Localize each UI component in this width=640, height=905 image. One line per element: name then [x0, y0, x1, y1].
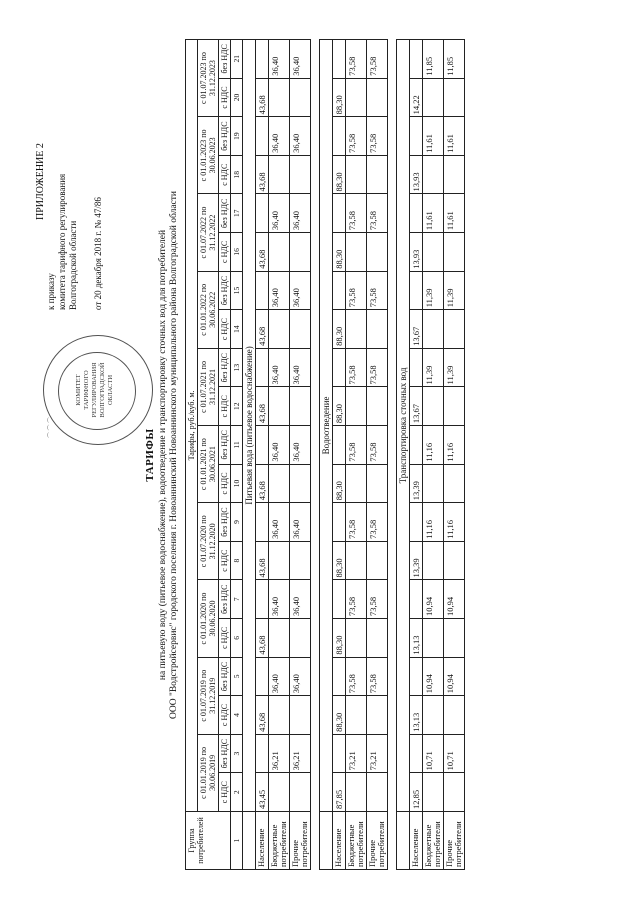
section-title: Питьевая вода (питьевое водоснабжение) — [243, 39, 256, 811]
tariff-value-cell — [367, 696, 388, 735]
tariff-value-cell — [333, 657, 346, 696]
consumer-group-cell: Бюджетные потребители — [269, 812, 290, 870]
novat-header: без НДС — [219, 503, 231, 542]
section-gap — [311, 39, 320, 869]
tariff-value-cell — [410, 580, 423, 619]
tariff-value-cell — [346, 773, 367, 812]
novat-header: без НДС — [219, 39, 231, 78]
tariff-value-cell — [444, 541, 465, 580]
tariff-value-cell — [333, 194, 346, 233]
tariff-value-cell: 36,40 — [290, 503, 311, 542]
tariff-value-cell: 36,40 — [269, 194, 290, 233]
tariff-value-cell — [346, 155, 367, 194]
tariff-value-cell: 11,85 — [423, 39, 444, 78]
tariff-value-cell: 11,85 — [444, 39, 465, 78]
tariff-value-cell: 73,58 — [346, 39, 367, 78]
tariff-value-cell — [367, 541, 388, 580]
tariff-value-cell: 36,40 — [290, 426, 311, 465]
appendix-line-2: комитета тарифного регулирования — [57, 173, 67, 310]
appendix-label: ПРИЛОЖЕНИЕ 2 — [35, 143, 46, 220]
consumer-group-cell: Прочие потребители — [444, 812, 465, 870]
tariff-value-cell — [269, 773, 290, 812]
tariff-value-cell: 36,40 — [269, 657, 290, 696]
table-row — [346, 39, 367, 869]
tariff-value-cell — [423, 773, 444, 812]
period-header: с 01.01.2020 по 30.06.2020 — [198, 580, 219, 657]
official-seal — [43, 335, 153, 445]
section-row — [243, 39, 256, 869]
seal-inner-text: КОМИТЕТ ТАРИФНОГО РЕГУЛИРОВАНИЯ ВОЛГОГРАДСКОЙ ОБЛАСТИ — [75, 362, 114, 418]
tariff-value-cell: 10,71 — [423, 734, 444, 773]
section-title: Транспортировка сточных вод — [397, 39, 410, 811]
group-header: Группа потребителей — [186, 812, 231, 870]
appendix-header — [35, 45, 104, 310]
tariff-value-cell — [423, 155, 444, 194]
tariff-value-cell: 73,21 — [367, 734, 388, 773]
tariff-value-cell — [290, 773, 311, 812]
tariff-value-cell: 43,68 — [256, 78, 269, 117]
tariff-value-cell — [444, 696, 465, 735]
column-number: 8 — [231, 541, 243, 580]
tariff-value-cell: 73,21 — [346, 734, 367, 773]
tariff-value-cell — [290, 464, 311, 503]
tariff-value-cell: 11,16 — [444, 426, 465, 465]
tariff-value-cell: 11,61 — [444, 194, 465, 233]
tariff-value-cell: 10,94 — [423, 657, 444, 696]
tariff-value-cell: 88,30 — [333, 541, 346, 580]
tariff-value-cell — [256, 580, 269, 619]
document-title-block — [145, 40, 180, 870]
vat-header: с НДС — [219, 464, 231, 503]
tariff-value-cell — [367, 464, 388, 503]
column-number: 2 — [231, 773, 243, 812]
tariff-value-cell — [333, 271, 346, 310]
tariff-value-cell: 13,39 — [410, 541, 423, 580]
tariff-value-cell — [444, 78, 465, 117]
tariff-value-cell — [290, 78, 311, 117]
header-row-1 — [186, 39, 198, 869]
tariff-value-cell: 73,58 — [346, 194, 367, 233]
section-row — [397, 39, 410, 869]
tariff-value-cell — [346, 387, 367, 426]
column-number: 18 — [231, 155, 243, 194]
tariff-value-cell — [367, 619, 388, 658]
tariff-value-cell — [410, 117, 423, 156]
tariff-value-cell — [423, 310, 444, 349]
tariff-value-cell — [410, 657, 423, 696]
period-header: с 01.07.2022 по 31.12.2022 — [198, 194, 219, 271]
tariff-value-cell — [423, 78, 444, 117]
tariff-value-cell — [410, 426, 423, 465]
column-number: 1 — [231, 812, 243, 870]
column-number: 21 — [231, 39, 243, 78]
tariff-value-cell — [410, 348, 423, 387]
tariff-value-cell — [444, 233, 465, 272]
column-number: 16 — [231, 233, 243, 272]
tariff-value-cell — [346, 233, 367, 272]
gap-cell — [311, 39, 320, 869]
tariff-value-cell: 73,58 — [367, 426, 388, 465]
tariff-value-cell: 43,68 — [256, 310, 269, 349]
tariff-value-cell — [333, 503, 346, 542]
table-row — [290, 39, 311, 869]
tariff-value-cell: 13,13 — [410, 696, 423, 735]
gap-cell — [388, 39, 397, 869]
novat-header: без НДС — [219, 194, 231, 233]
tariff-value-cell: 88,30 — [333, 464, 346, 503]
tariff-value-cell — [423, 541, 444, 580]
header-row-vat — [219, 39, 231, 869]
table-row — [256, 39, 269, 869]
tariff-value-cell: 36,21 — [290, 734, 311, 773]
column-number: 5 — [231, 657, 243, 696]
vat-header: с НДС — [219, 773, 231, 812]
tariff-value-cell: 36,40 — [290, 348, 311, 387]
tariff-value-cell: 73,58 — [367, 657, 388, 696]
table-row — [367, 39, 388, 869]
tariff-value-cell: 10,94 — [423, 580, 444, 619]
tariff-value-cell — [423, 696, 444, 735]
vat-header: с НДС — [219, 387, 231, 426]
column-number: 20 — [231, 78, 243, 117]
tariff-value-cell: 73,58 — [346, 657, 367, 696]
novat-header: без НДС — [219, 348, 231, 387]
tariff-value-cell — [333, 734, 346, 773]
tariff-value-cell: 43,68 — [256, 696, 269, 735]
tariff-value-cell: 73,58 — [346, 580, 367, 619]
tariff-value-cell — [346, 541, 367, 580]
tariff-value-cell — [269, 696, 290, 735]
tariff-value-cell — [346, 464, 367, 503]
tariff-value-cell: 11,16 — [423, 503, 444, 542]
column-number: 7 — [231, 580, 243, 619]
table-row — [333, 39, 346, 869]
column-number: 9 — [231, 503, 243, 542]
document-subtitle-1: на питьевую воду (питьевое водоснабжение), водоотведение и транспортировку сточных вод для потребителей — [158, 229, 168, 681]
tariff-value-cell: 43,68 — [256, 155, 269, 194]
tariff-value-cell — [269, 464, 290, 503]
tariff-value-cell: 73,58 — [367, 348, 388, 387]
tariff-value-cell: 11,39 — [423, 348, 444, 387]
tariff-value-cell: 11,39 — [444, 271, 465, 310]
tariff-value-cell — [256, 657, 269, 696]
tariff-value-cell: 43,45 — [256, 773, 269, 812]
tariff-value-cell — [269, 619, 290, 658]
appendix-line-1: к приказу — [46, 273, 56, 310]
tariff-value-cell — [423, 387, 444, 426]
tariff-value-cell — [256, 503, 269, 542]
tariff-value-cell: 11,39 — [444, 348, 465, 387]
table-row — [423, 39, 444, 869]
tariff-value-cell: 10,94 — [444, 580, 465, 619]
tariff-value-cell — [367, 773, 388, 812]
tariff-value-cell: 11,16 — [423, 426, 444, 465]
tariff-value-cell: 88,30 — [333, 619, 346, 658]
vat-header: с НДС — [219, 619, 231, 658]
tariff-value-cell — [269, 78, 290, 117]
period-header: с 01.07.2021 по 31.12.2021 — [198, 348, 219, 425]
tariff-value-cell: 11,16 — [444, 503, 465, 542]
tariff-value-cell: 87,85 — [333, 773, 346, 812]
consumer-group-cell: Население — [256, 812, 269, 870]
consumer-group-cell: Население — [410, 812, 423, 870]
column-number: 3 — [231, 734, 243, 773]
table-row — [410, 39, 423, 869]
vat-header: с НДС — [219, 310, 231, 349]
vat-header: с НДС — [219, 155, 231, 194]
tariff-value-cell — [290, 155, 311, 194]
tariff-value-cell: 36,40 — [290, 657, 311, 696]
tariff-value-cell — [333, 348, 346, 387]
tariff-value-cell — [444, 619, 465, 658]
novat-header: без НДС — [219, 657, 231, 696]
tariff-table — [185, 39, 465, 870]
tariff-value-cell: 88,30 — [333, 78, 346, 117]
tariff-value-cell — [444, 387, 465, 426]
tariff-value-cell — [410, 271, 423, 310]
tariff-value-cell — [346, 78, 367, 117]
consumer-group-cell: Прочие потребители — [367, 812, 388, 870]
vat-header: с НДС — [219, 233, 231, 272]
tariff-value-cell — [423, 233, 444, 272]
tariff-value-cell: 36,21 — [269, 734, 290, 773]
column-number: 19 — [231, 117, 243, 156]
section-spacer-cell — [243, 812, 256, 870]
tariff-value-cell — [410, 39, 423, 78]
period-header: с 01.01.2021 по 30.06.2021 — [198, 426, 219, 503]
tariff-value-cell — [367, 78, 388, 117]
period-header: с 01.07.2023 по 31.12.2023 — [198, 39, 219, 116]
tariff-value-cell: 88,30 — [333, 310, 346, 349]
tariff-value-cell — [444, 310, 465, 349]
tariff-value-cell — [256, 348, 269, 387]
tariff-value-cell — [444, 155, 465, 194]
tariff-value-cell: 36,40 — [290, 580, 311, 619]
table-row — [269, 39, 290, 869]
column-number: 10 — [231, 464, 243, 503]
header-row-numbers — [231, 39, 243, 869]
tariff-value-cell — [290, 696, 311, 735]
vat-header: с НДС — [219, 78, 231, 117]
tariff-value-cell: 88,30 — [333, 233, 346, 272]
column-number: 14 — [231, 310, 243, 349]
tariff-value-cell — [290, 233, 311, 272]
tariff-value-cell — [367, 233, 388, 272]
tariff-value-cell — [346, 619, 367, 658]
tariff-value-cell: 73,58 — [346, 503, 367, 542]
tariff-value-cell: 36,40 — [269, 580, 290, 619]
tariff-value-cell: 36,40 — [269, 271, 290, 310]
tariff-value-cell: 36,40 — [290, 39, 311, 78]
tariff-value-cell: 43,68 — [256, 387, 269, 426]
tariff-value-cell — [444, 773, 465, 812]
tariff-value-cell: 13,67 — [410, 310, 423, 349]
consumer-group-cell: Бюджетные потребители — [423, 812, 444, 870]
tariff-value-cell — [367, 155, 388, 194]
tariff-value-cell — [410, 734, 423, 773]
tariff-value-cell: 36,40 — [269, 503, 290, 542]
document-title: ТАРИФЫ — [144, 428, 156, 482]
tariff-header: Тарифы, руб./куб. м. — [186, 39, 198, 811]
tariff-value-cell — [256, 271, 269, 310]
table-row — [444, 39, 465, 869]
tariff-value-cell: 73,58 — [367, 39, 388, 78]
tariff-value-cell — [290, 541, 311, 580]
tariff-value-cell: 73,58 — [346, 271, 367, 310]
seal-inner-circle — [58, 352, 136, 430]
period-header: с 01.07.2019 по 31.12.2019 — [198, 657, 219, 734]
tariff-value-cell — [410, 503, 423, 542]
tariff-value-cell: 73,58 — [367, 117, 388, 156]
section-spacer-cell — [320, 812, 333, 870]
tariff-value-cell: 11,61 — [423, 117, 444, 156]
section-spacer-cell — [397, 812, 410, 870]
tariff-value-cell: 11,61 — [444, 117, 465, 156]
tariff-value-cell — [269, 233, 290, 272]
tariff-value-cell: 11,39 — [423, 271, 444, 310]
period-header: с 01.01.2019 по 30.06.2019 — [198, 734, 219, 811]
tariff-value-cell: 36,40 — [269, 348, 290, 387]
tariff-value-cell: 11,61 — [423, 194, 444, 233]
tariff-value-cell — [269, 541, 290, 580]
tariff-value-cell: 10,71 — [444, 734, 465, 773]
tariff-value-cell — [333, 39, 346, 78]
column-number: 15 — [231, 271, 243, 310]
tariff-value-cell — [256, 734, 269, 773]
tariff-value-cell: 36,40 — [290, 271, 311, 310]
consumer-group-cell: Прочие потребители — [290, 812, 311, 870]
tariff-value-cell: 13,13 — [410, 619, 423, 658]
section-title: Водоотведение — [320, 39, 333, 811]
tariff-value-cell: 88,30 — [333, 387, 346, 426]
consumer-group-cell: Население — [333, 812, 346, 870]
tariff-value-cell: 43,68 — [256, 619, 269, 658]
tariff-value-cell — [256, 39, 269, 78]
column-number: 17 — [231, 194, 243, 233]
novat-header: без НДС — [219, 580, 231, 619]
appendix-line-4: от 20 декабря 2018 г. № 47/86 — [93, 197, 103, 310]
tariff-value-cell: 88,30 — [333, 696, 346, 735]
tariff-value-cell: 36,40 — [290, 194, 311, 233]
tariff-value-cell: 73,58 — [346, 117, 367, 156]
tariff-value-cell: 43,68 — [256, 541, 269, 580]
tariff-value-cell — [269, 387, 290, 426]
tariff-value-cell: 73,58 — [346, 348, 367, 387]
section-gap — [388, 39, 397, 869]
period-header: с 01.01.2023 по 30.06.2023 — [198, 117, 219, 194]
rotated-sheet — [35, 40, 625, 870]
novat-header: без НДС — [219, 734, 231, 773]
tariff-value-cell — [290, 387, 311, 426]
tariff-value-cell — [333, 117, 346, 156]
tariff-value-cell — [269, 155, 290, 194]
tariff-value-cell — [256, 117, 269, 156]
tariff-value-cell: 13,67 — [410, 387, 423, 426]
tariff-value-cell: 88,30 — [333, 155, 346, 194]
tariff-value-cell: 73,58 — [367, 580, 388, 619]
tariff-value-cell — [410, 194, 423, 233]
novat-header: без НДС — [219, 271, 231, 310]
appendix-line-3: Волгоградской области — [68, 220, 78, 310]
tariff-value-cell — [423, 464, 444, 503]
tariff-value-cell: 73,58 — [367, 271, 388, 310]
tariff-value-cell: 43,68 — [256, 464, 269, 503]
tariff-value-cell — [333, 580, 346, 619]
seal-ring-text: ⌒ ⌒ ⌒ — [49, 416, 55, 438]
tariff-value-cell: 36,40 — [269, 39, 290, 78]
tariff-value-cell — [290, 619, 311, 658]
header-row-periods — [198, 39, 219, 869]
tariff-value-cell: 73,58 — [367, 503, 388, 542]
tariff-value-cell — [269, 310, 290, 349]
tariff-value-cell: 10,94 — [444, 657, 465, 696]
tariff-value-cell: 43,68 — [256, 233, 269, 272]
column-number: 13 — [231, 348, 243, 387]
column-number: 4 — [231, 696, 243, 735]
tariff-value-cell — [333, 426, 346, 465]
tariff-value-cell — [290, 310, 311, 349]
tariff-value-cell — [256, 426, 269, 465]
tariff-value-cell — [367, 387, 388, 426]
tariff-value-cell — [423, 619, 444, 658]
tariff-value-cell: 13,93 — [410, 233, 423, 272]
novat-header: без НДС — [219, 117, 231, 156]
novat-header: без НДС — [219, 426, 231, 465]
tariff-value-cell: 13,93 — [410, 155, 423, 194]
tariff-value-cell: 36,40 — [269, 426, 290, 465]
tariff-value-cell — [444, 464, 465, 503]
period-header: с 01.01.2022 по 30.06.2022 — [198, 271, 219, 348]
tariff-value-cell: 73,58 — [367, 194, 388, 233]
tariff-value-cell: 36,40 — [290, 117, 311, 156]
tariff-value-cell: 12,85 — [410, 773, 423, 812]
vat-header: с НДС — [219, 541, 231, 580]
tariff-value-cell: 36,40 — [269, 117, 290, 156]
tariff-value-cell: 13,39 — [410, 464, 423, 503]
tariff-value-cell: 14,22 — [410, 78, 423, 117]
period-header: с 01.07.2020 по 31.12.2020 — [198, 503, 219, 580]
tariff-value-cell — [367, 310, 388, 349]
tariff-value-cell — [346, 310, 367, 349]
tariff-value-cell: 73,58 — [346, 426, 367, 465]
column-number: 11 — [231, 426, 243, 465]
consumer-group-cell: Бюджетные потребители — [346, 812, 367, 870]
tariff-value-cell — [346, 696, 367, 735]
vat-header: с НДС — [219, 696, 231, 735]
section-row — [320, 39, 333, 869]
column-number: 12 — [231, 387, 243, 426]
document-subtitle-2: ООО "Водстройсервис" городского поселения г. Новоаннинский Новоаннинского муниципального района Волгоградской области — [169, 191, 179, 720]
column-number: 6 — [231, 619, 243, 658]
tariff-value-cell — [256, 194, 269, 233]
